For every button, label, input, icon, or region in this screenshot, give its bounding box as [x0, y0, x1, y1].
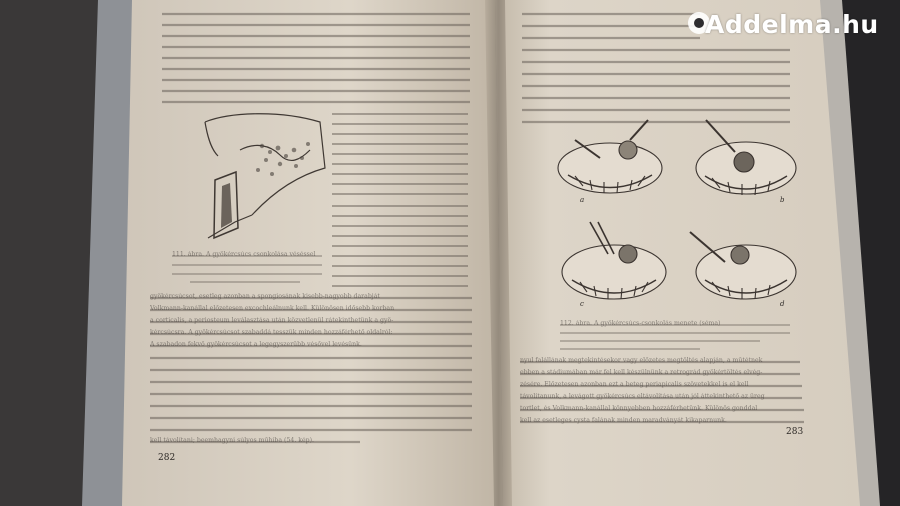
right-figure-caption: 112. ábra. A gyökércsúcs-csonkolás menete (séma) — [560, 320, 721, 327]
figure-label-c: c — [580, 300, 584, 308]
left-text-sample-6: kell távolítani; beemhagyni súlyos műhiba (54. kép). — [150, 437, 315, 444]
right-text-sample-5: tortlet, és Volkmann-kanállal könnyebben hozzáférhetünk. Különös gonddal — [520, 405, 758, 412]
figure-label-d: d — [780, 300, 785, 308]
left-page-number: 282 — [158, 453, 176, 463]
left-figure-caption: 111. ábra. A gyökércsúcs csonkolása véséssel — [172, 251, 316, 258]
left-text-sample-1: gyökércsúcsot, esetleg azonban a spongiosának kisebb-nagyobb darabját — [150, 293, 380, 300]
left-text-sample-3: a corticalis, a periosteum leválasztása után közvetlenül rátekinthetünk a gyö- — [150, 317, 394, 324]
left-text-sample-4: kércsúcsra. A gyökércsúcsot szabaddá tesszük minden hozzáférhető oldalról: — [150, 329, 393, 336]
right-text-sample-6: kell az esetleges cysta falának minden maradványát kikaparnunk. — [520, 417, 727, 424]
right-page-number: 283 — [786, 427, 804, 437]
right-text-sample-4: távolítanunk, a levágott gyökércsúcs eltávolítása után jól áttekinthető az üreg — [520, 393, 765, 400]
right-page — [495, 0, 860, 506]
right-text-sample-3: zésére. Előzetesen azonban ezt a beteg periapicalis szövetekkel is el kell — [520, 381, 749, 388]
right-text-sample-1: nyul falállának megtekintésekor vagy előzetes megtöltés alapján, a műtétnek — [520, 357, 763, 364]
figure-label-a: a — [580, 196, 585, 204]
figure-label-b: b — [780, 196, 785, 204]
left-text-sample-2: Volkmann-kanállal előzetesen excochleálnunk kell. Különösen idősebb korban — [150, 305, 395, 312]
watermark-logo: Addelma.hu — [705, 10, 879, 39]
left-text-sample-5: A szabadon fekvő gyökércsúcsot a legegyszerűbb vésővel levésünk. — [150, 341, 362, 348]
right-text-sample-2: ebben a stádiumában már fel kell készülnünk a retrográd gyökértöltés elvég- — [520, 369, 763, 376]
